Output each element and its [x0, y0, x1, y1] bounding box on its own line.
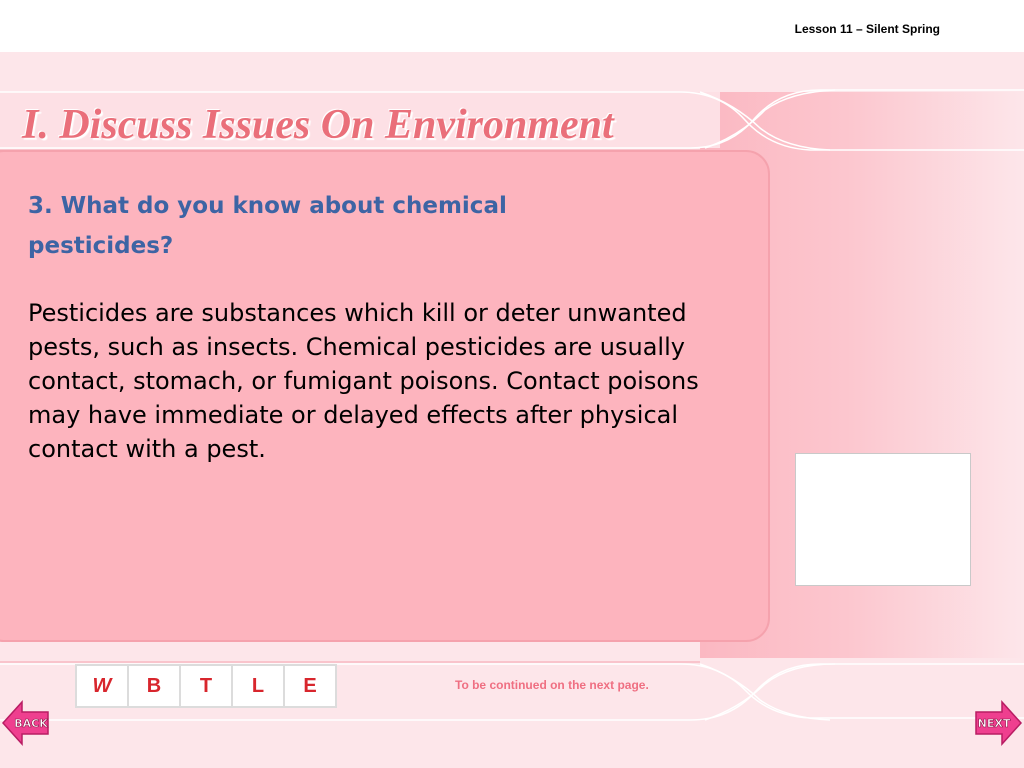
skill-button-w[interactable]: W — [77, 666, 129, 706]
skill-button-b[interactable]: B — [129, 666, 181, 706]
continue-note: To be continued on the next page. — [455, 678, 649, 692]
question-text: 3. What do you know about chemical pesticides? — [28, 193, 507, 259]
next-button[interactable] — [974, 700, 1022, 746]
back-button[interactable] — [2, 700, 50, 746]
skill-button-bar — [75, 664, 337, 708]
page-title: I. Discuss Issues On Environment — [22, 102, 614, 148]
lesson-label: Lesson 11 – Silent Spring — [794, 22, 940, 36]
skill-button-l[interactable]: L — [233, 666, 285, 706]
answer-text: Pesticides are substances which kill or deter unwanted pests, such as insects. Chemical pesticides are usually contact, stomach, or fumigant poisons. Contact poisons may have immediate or delayed effects after physical contact with a pest. — [28, 299, 699, 463]
next-label: NEXT — [977, 717, 1011, 730]
back-label: BACK — [14, 717, 48, 730]
skill-button-e[interactable]: E — [285, 666, 335, 706]
image-placeholder — [795, 453, 971, 586]
skill-button-t[interactable]: T — [181, 666, 233, 706]
